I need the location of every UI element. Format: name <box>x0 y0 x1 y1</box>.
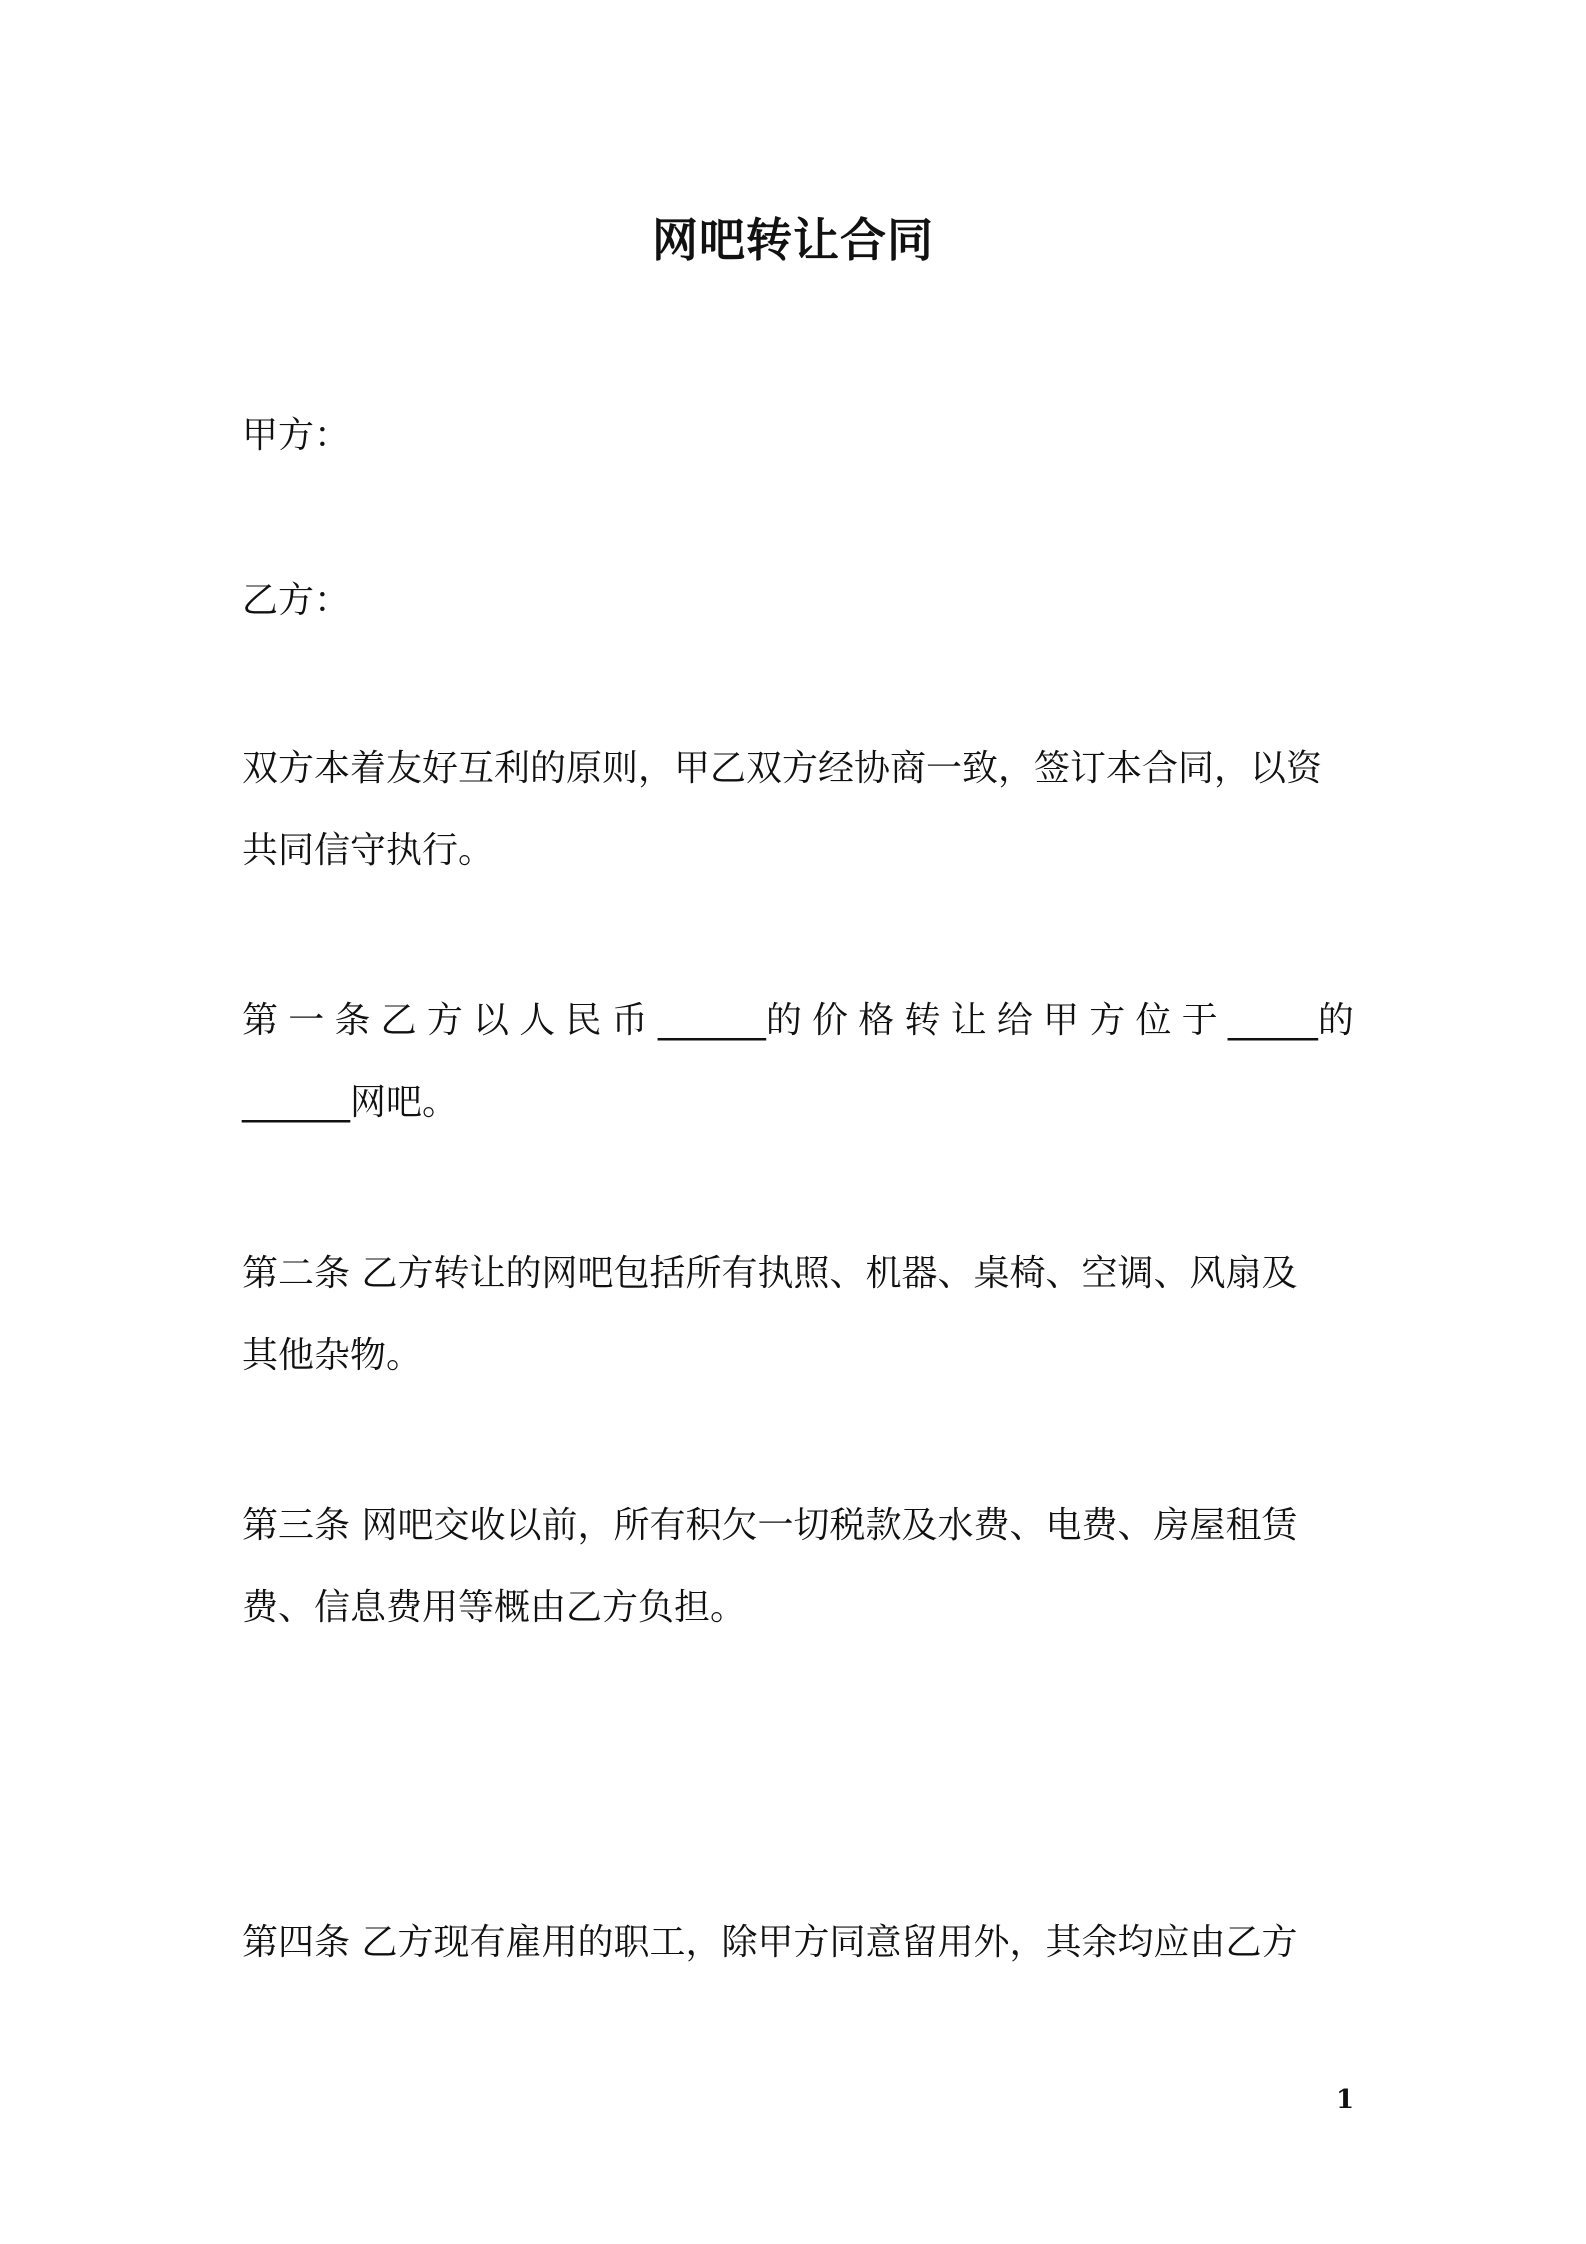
article-1-char: 价 <box>812 1000 849 1041</box>
article-1-blank-price: ______的 <box>657 1000 802 1041</box>
article-2-paragraph <box>242 1233 1354 1397</box>
party-a-line: 甲方： <box>242 415 351 456</box>
article-3-line-2: 费、信息费用等概由乙方负担。 <box>242 1587 747 1628</box>
article-1-paragraph <box>242 980 1354 1144</box>
preamble-paragraph <box>242 728 1354 892</box>
article-4-paragraph <box>242 1902 1354 1984</box>
article-1-blank-location: _____的 <box>1227 1000 1354 1041</box>
document-title: 网吧转让合同 <box>652 213 934 267</box>
article-3-paragraph <box>242 1485 1354 1649</box>
article-1-char: 币 <box>611 1000 648 1041</box>
article-1-char: 甲 <box>1043 1000 1080 1041</box>
preamble-line-2: 共同信守执行。 <box>242 830 495 871</box>
article-1-char: 转 <box>904 1000 941 1041</box>
article-1-char: 位 <box>1135 1000 1172 1041</box>
party-b-line: 乙方： <box>242 580 351 621</box>
article-1-char: 于 <box>1181 1000 1218 1041</box>
article-1-char: 乙 <box>380 1000 417 1041</box>
article-1-char: 给 <box>996 1000 1033 1041</box>
article-1-char: 一 <box>288 1000 325 1041</box>
article-1-char: 方 <box>1089 1000 1126 1041</box>
article-1-line-1 <box>242 980 1354 1062</box>
article-1-char: 方 <box>426 1000 463 1041</box>
article-1-char: 民 <box>565 1000 602 1041</box>
article-4-line-1: 第四条 乙方现有雇用的职工，除甲方同意留用外，其余均应由乙方 <box>242 1922 1298 1963</box>
article-1-char: 以 <box>473 1000 510 1041</box>
article-2-line-2: 其他杂物。 <box>242 1335 423 1376</box>
article-3-line-1: 第三条 网吧交收以前，所有积欠一切税款及水费、电费、房屋租赁 <box>242 1505 1298 1546</box>
page-number: 1 <box>1335 2085 1355 2115</box>
article-1-char: 让 <box>950 1000 987 1041</box>
preamble-line-1: 双方本着友好互利的原则，甲乙双方经协商一致，签订本合同，以资 <box>242 748 1323 789</box>
article-2-line-1: 第二条 乙方转让的网吧包括所有执照、机器、桌椅、空调、风扇及 <box>242 1253 1298 1294</box>
article-1-char: 第 <box>242 1000 279 1041</box>
article-1-char: 人 <box>519 1000 556 1041</box>
article-1-line-2: ______网吧。 <box>242 1082 459 1123</box>
article-1-char: 格 <box>858 1000 895 1041</box>
article-1-char: 条 <box>334 1000 371 1041</box>
